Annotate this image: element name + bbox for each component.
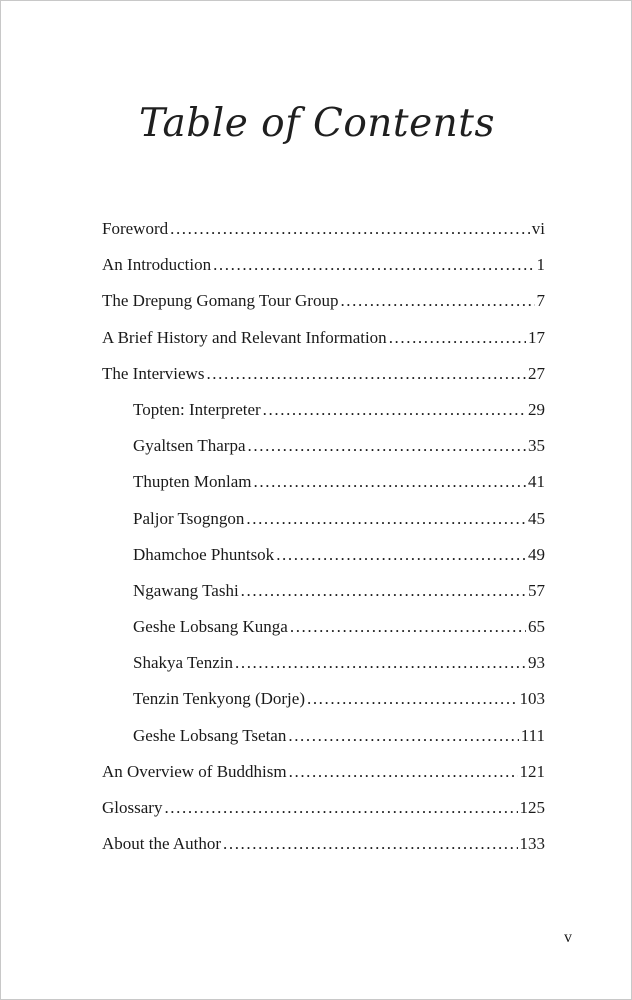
toc-subentry [102, 718, 545, 754]
toc-entry-title: A Brief History and Relevant Information [102, 327, 387, 347]
toc-entry-title: Tenzin Tenkyong (Dorje) [133, 689, 305, 709]
toc-entry-page: 17 [528, 327, 545, 347]
toc-entry-title: About the Author [102, 834, 221, 854]
dot-leader [206, 356, 526, 392]
toc-subentry [102, 573, 545, 609]
toc-entry-page: 103 [519, 689, 545, 709]
toc-entry-page: vi [531, 219, 545, 238]
toc-entry-page: 133 [519, 834, 545, 854]
toc-subentry [102, 501, 545, 537]
toc-entry-title: Ngawang Tashi [133, 580, 239, 600]
toc-entry-title: Geshe Lobsang Tsetan [133, 725, 287, 745]
toc-entry-page: 29 [528, 399, 545, 419]
toc-entry [102, 211, 545, 247]
dot-leader [213, 247, 534, 283]
dot-leader [263, 392, 526, 428]
dot-leader [170, 211, 530, 247]
toc-entry-title: An Overview of Buddhism [102, 761, 287, 781]
dot-leader [289, 754, 518, 790]
toc-subentry [102, 464, 545, 500]
page-title: Table of Contents [139, 101, 495, 146]
dot-leader [235, 645, 526, 681]
dot-leader [307, 681, 518, 717]
toc-entry-title: Foreword [102, 219, 169, 238]
toc-subentry [102, 537, 545, 573]
toc-entry-title: Glossary [102, 798, 163, 817]
dot-leader [290, 609, 526, 645]
dot-leader [246, 501, 526, 537]
toc-subentry [102, 645, 545, 681]
toc-subentry [102, 392, 545, 428]
toc-entry [102, 247, 545, 283]
page-number: v [564, 929, 572, 946]
dot-leader [254, 464, 526, 500]
dot-leader [288, 718, 518, 754]
toc-entry [102, 754, 545, 790]
toc-entry-page: 125 [519, 798, 545, 817]
dot-leader [164, 790, 517, 826]
toc-entry-title: Gyaltsen Tharpa [133, 436, 246, 456]
toc-entry-title: Geshe Lobsang Kunga [133, 617, 288, 637]
dot-leader [276, 537, 526, 573]
toc-entry-page: 1 [536, 255, 545, 275]
dot-leader [223, 826, 518, 862]
toc-entry [102, 283, 545, 319]
toc-entry-page: 27 [528, 363, 545, 383]
toc-entry-page: 111 [520, 725, 545, 745]
toc-entry-page: 65 [528, 617, 545, 637]
toc-entry-title: An Introduction [102, 255, 212, 275]
table-of-contents [102, 211, 545, 862]
dot-leader [389, 320, 526, 356]
toc-entry-page: 93 [528, 653, 545, 673]
toc-entry-page: 35 [528, 436, 545, 456]
toc-entry-title: Thupten Monlam [133, 472, 252, 492]
toc-subentry [102, 681, 545, 717]
toc-entry-page: 45 [528, 508, 545, 528]
toc-subentry [102, 609, 545, 645]
toc-entry-title: Shakya Tenzin [133, 653, 233, 673]
toc-entry-title: Dhamchoe Phuntsok [133, 544, 275, 564]
dot-leader [241, 573, 526, 609]
toc-entry [102, 320, 545, 356]
toc-entry-title: Paljor Tsogngon [133, 508, 245, 528]
toc-entry-page: 41 [528, 472, 545, 492]
toc-entry [102, 826, 545, 862]
toc-entry-title: The Drepung Gomang Tour Group [102, 291, 339, 311]
dot-leader [340, 283, 534, 319]
toc-entry-page: 49 [528, 544, 545, 564]
toc-entry [102, 790, 545, 826]
toc-entry-page: 7 [536, 291, 545, 311]
toc-entry-page: 57 [528, 580, 545, 600]
toc-subentry [102, 428, 545, 464]
toc-entry-title: Topten: Interpreter [133, 399, 261, 419]
toc-entry-title: The Interviews [102, 363, 205, 383]
toc-entry [102, 356, 545, 392]
toc-entry-page: 121 [519, 761, 545, 781]
dot-leader [248, 428, 526, 464]
